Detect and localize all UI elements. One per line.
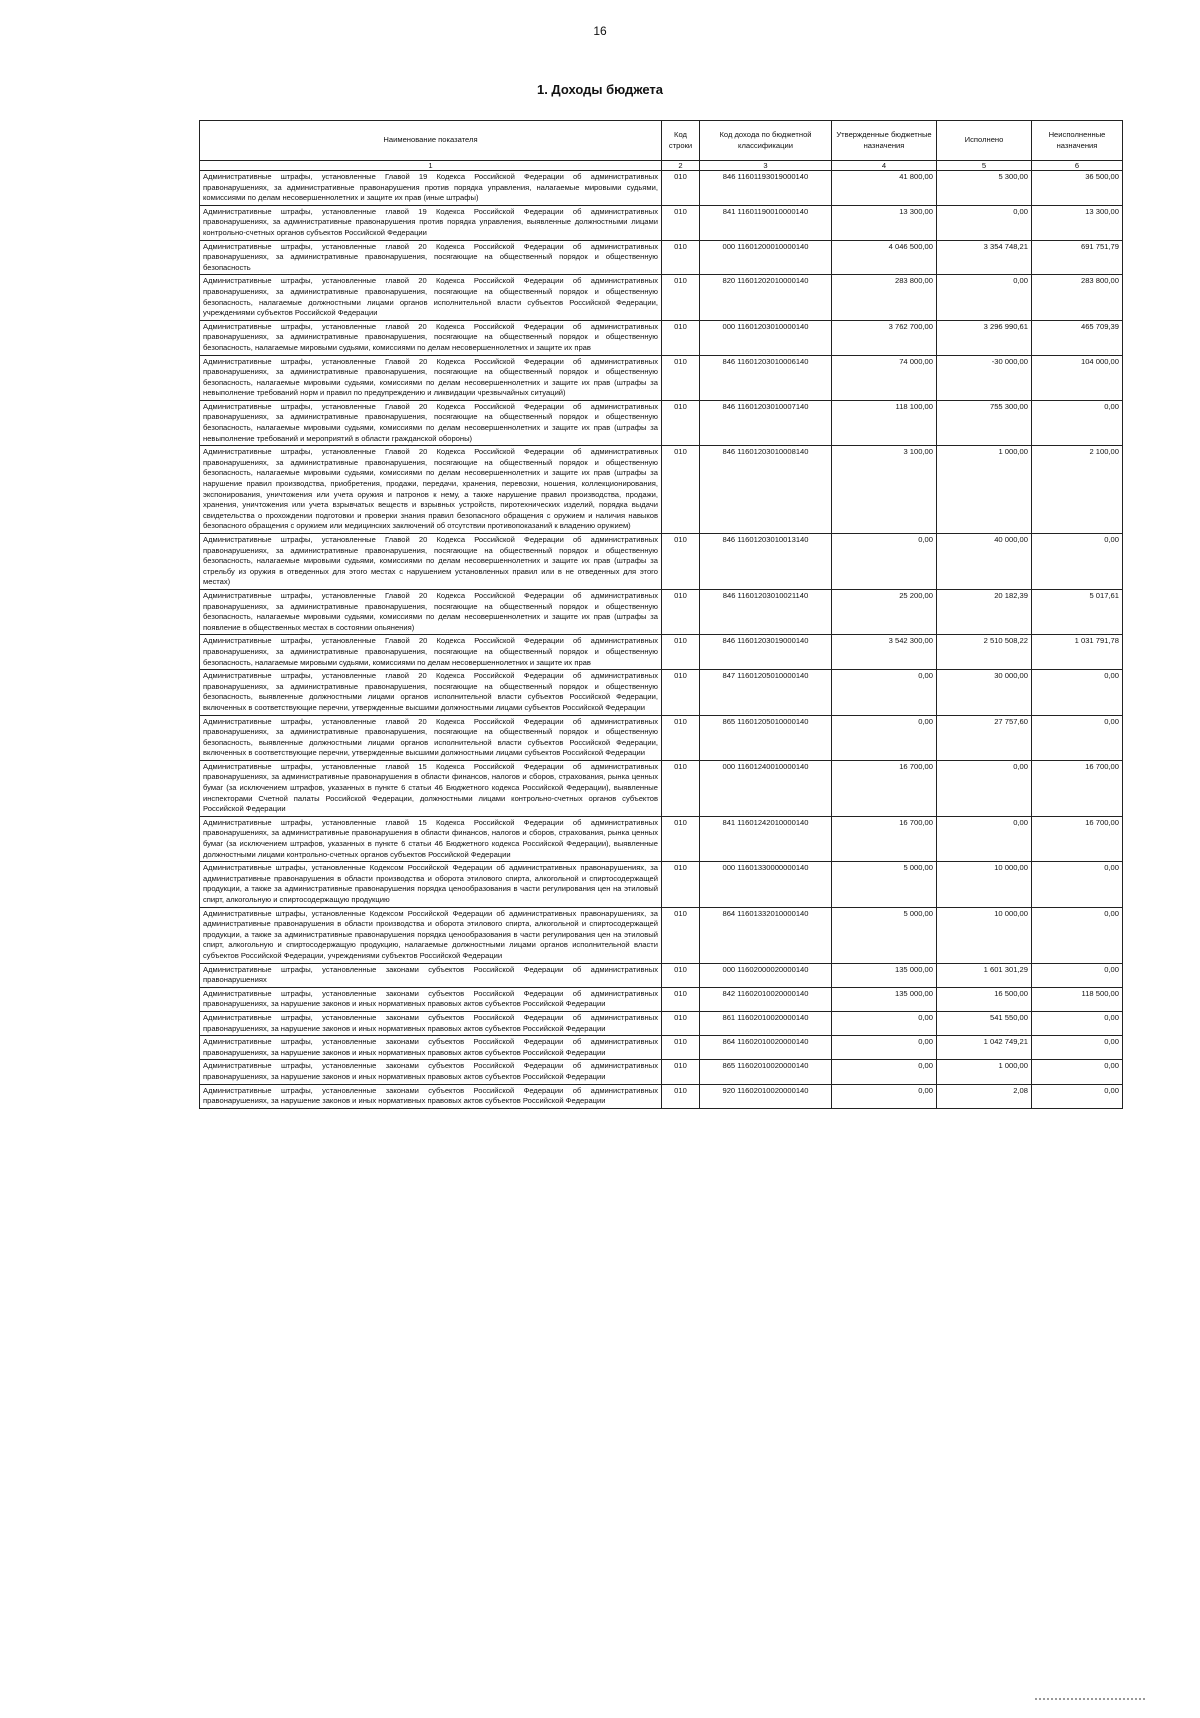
row-income-code: 846 11601193019000140 [700, 171, 832, 206]
row-unexecuted: 0,00 [1032, 715, 1123, 760]
row-unexecuted: 0,00 [1032, 862, 1123, 907]
column-number: 4 [832, 161, 937, 171]
row-executed: 1 601 301,29 [937, 963, 1032, 987]
row-name: Административные штрафы, установленные законами субъектов Российской Федерации об административных правонарушениях, за нарушение законов и иных нормативных правовых актов субъектов Российской Федерации [200, 1084, 662, 1108]
column-number: 1 [200, 161, 662, 171]
header-line-code: Код строки [662, 121, 700, 161]
row-income-code: 865 11601205010000140 [700, 715, 832, 760]
row-line-code: 010 [662, 1084, 700, 1108]
table-row [200, 275, 1123, 320]
row-name: Административные штрафы, установленные главой 20 Кодекса Российской Федерации об административных правонарушениях, за административные правонарушения, посягающие на общественный порядок и общественную безопасность, налагаемые мировыми судьями, комиссиями по делам несовершеннолетних и защите их прав [200, 320, 662, 355]
row-approved: 3 100,00 [832, 446, 937, 534]
column-number: 6 [1032, 161, 1123, 171]
row-income-code: 842 11602010020000140 [700, 987, 832, 1011]
row-income-code: 861 11602010020000140 [700, 1011, 832, 1035]
row-line-code: 010 [662, 987, 700, 1011]
table-row [200, 715, 1123, 760]
row-approved: 135 000,00 [832, 987, 937, 1011]
header-approved: Утвержденные бюджетные назначения [832, 121, 937, 161]
table-row [200, 355, 1123, 400]
row-approved: 3 762 700,00 [832, 320, 937, 355]
row-approved: 0,00 [832, 1036, 937, 1060]
row-approved: 118 100,00 [832, 400, 937, 445]
row-approved: 4 046 500,00 [832, 240, 937, 275]
row-approved: 13 300,00 [832, 205, 937, 240]
footer-mark [1035, 1698, 1145, 1703]
row-executed: 10 000,00 [937, 907, 1032, 963]
row-line-code: 010 [662, 715, 700, 760]
section-title: 1. Доходы бюджета [536, 82, 664, 97]
row-executed: 30 000,00 [937, 670, 1032, 715]
header-income-code: Код дохода по бюджетной классификации [700, 121, 832, 161]
row-name: Административные штрафы, установленные законами субъектов Российской Федерации об административных правонарушениях, за нарушение законов и иных нормативных правовых актов субъектов Российской Федерации [200, 987, 662, 1011]
table-row [200, 1060, 1123, 1084]
table-row [200, 400, 1123, 445]
row-unexecuted: 16 700,00 [1032, 816, 1123, 861]
row-income-code: 000 11601203010000140 [700, 320, 832, 355]
row-name: Административные штрафы, установленные Главой 19 Кодекса Российской Федерации об административных правонарушениях, за административные правонарушения против порядка управления, налагаемые мировыми судьями, комиссиями по делам несовершеннолетних и защите их прав (иные штрафы) [200, 171, 662, 206]
row-line-code: 010 [662, 275, 700, 320]
budget-income-table [199, 120, 1123, 1109]
row-executed: 0,00 [937, 205, 1032, 240]
row-executed: 755 300,00 [937, 400, 1032, 445]
row-executed: 0,00 [937, 816, 1032, 861]
row-approved: 283 800,00 [832, 275, 937, 320]
column-number: 2 [662, 161, 700, 171]
table-body [200, 171, 1123, 1109]
row-line-code: 010 [662, 205, 700, 240]
table-row [200, 862, 1123, 907]
row-executed: 0,00 [937, 760, 1032, 816]
row-executed: 1 000,00 [937, 446, 1032, 534]
header-unexecuted: Неисполненные назначения [1032, 121, 1123, 161]
header-name: Наименование показателя [200, 121, 662, 161]
row-income-code: 000 11601240010000140 [700, 760, 832, 816]
table-row [200, 1011, 1123, 1035]
row-income-code: 865 11602010020000140 [700, 1060, 832, 1084]
row-approved: 5 000,00 [832, 862, 937, 907]
row-unexecuted: 16 700,00 [1032, 760, 1123, 816]
row-unexecuted: 465 709,39 [1032, 320, 1123, 355]
row-approved: 0,00 [832, 1011, 937, 1035]
row-unexecuted: 283 800,00 [1032, 275, 1123, 320]
row-name: Административные штрафы, установленные Главой 20 Кодекса Российской Федерации об административных правонарушениях, за административные правонарушения, посягающие на общественный порядок и общественную безопасность, налагаемые мировыми судьями, комиссиями по делам несовершеннолетних и защите их прав (штрафы за невыполнение требований норм и правил по предупреждению и ликвидации чрезвычайных ситуаций) [200, 355, 662, 400]
row-executed: 541 550,00 [937, 1011, 1032, 1035]
row-unexecuted: 0,00 [1032, 400, 1123, 445]
row-name: Административные штрафы, установленные Главой 20 Кодекса Российской Федерации об административных правонарушениях, за административные правонарушения, посягающие на общественный порядок и общественную безопасность, налагаемые мировыми судьями, комиссиями по делам несовершеннолетних и защите их прав (штрафы за невыполнение требований и мероприятий в области гражданской обороны) [200, 400, 662, 445]
table-row [200, 446, 1123, 534]
row-income-code: 000 11601330000000140 [700, 862, 832, 907]
row-unexecuted: 691 751,79 [1032, 240, 1123, 275]
row-unexecuted: 118 500,00 [1032, 987, 1123, 1011]
table-row [200, 320, 1123, 355]
row-income-code: 846 11601203010013140 [700, 534, 832, 590]
table-row [200, 240, 1123, 275]
row-approved: 0,00 [832, 534, 937, 590]
row-name: Административные штрафы, установленные Кодексом Российской Федерации об административных правонарушениях, за административные правонарушения в области производства и оборота этилового спирта, алкогольной и спиртосодержащей продукции, а также за административные правонарушения порядка ценообразования в части регулирования цен на этиловый спирт, алкогольную и спиртосодержащую продукцию [200, 862, 662, 907]
row-line-code: 010 [662, 446, 700, 534]
row-unexecuted: 0,00 [1032, 1084, 1123, 1108]
row-approved: 16 700,00 [832, 760, 937, 816]
table-row [200, 171, 1123, 206]
row-income-code: 847 11601205010000140 [700, 670, 832, 715]
row-name: Административные штрафы, установленные Главой 20 Кодекса Российской Федерации об административных правонарушениях, за административные правонарушения, посягающие на общественный порядок и общественную безопасность, налагаемые мировыми судьями, комиссиями по делам несовершеннолетних и защите их прав (штрафы за нарушение правил производства, приобретения, продажи, передачи, хранения, перевозки, ношения, коллекционирования, экспонирования, уничтожения или учета оружия и патронов к нему, а также нарушение правил производства, продажи, хранения, уничтожения или учета взрывчатых веществ и взрывных устройств, пиротехнических изделий, порядка выдачи свидетельства о прохождении подготовки и проверки знания правил безопасного обращения с оружием и наличия навыков безопасного обращения с оружием или медицинских заключений об отсутствии противопоказаний к владению оружием) [200, 446, 662, 534]
row-income-code: 846 11601203010008140 [700, 446, 832, 534]
row-line-code: 010 [662, 760, 700, 816]
table-row [200, 589, 1123, 634]
row-name: Административные штрафы, установленные главой 19 Кодекса Российской Федерации об административных правонарушениях, за административные правонарушения против порядка управления, выявленные должностными лицами контрольно-счетных органов субъектов Российской Федерации [200, 205, 662, 240]
row-line-code: 010 [662, 1036, 700, 1060]
table-row [200, 1036, 1123, 1060]
row-line-code: 010 [662, 171, 700, 206]
row-executed: 2,08 [937, 1084, 1032, 1108]
row-executed: 3 296 990,61 [937, 320, 1032, 355]
row-executed: 0,00 [937, 275, 1032, 320]
row-executed: 10 000,00 [937, 862, 1032, 907]
row-income-code: 846 11601203010007140 [700, 400, 832, 445]
row-unexecuted: 13 300,00 [1032, 205, 1123, 240]
table-row [200, 534, 1123, 590]
row-executed: 1 000,00 [937, 1060, 1032, 1084]
row-executed: 2 510 508,22 [937, 635, 1032, 670]
row-name: Административные штрафы, установленные главой 20 Кодекса Российской Федерации об административных правонарушениях, за административные правонарушения, посягающие на общественный порядок и общественную безопасность, выявленные должностными лицами органов исполнительной власти субъектов Российской Федерации, включенных в соответствующие перечни, утвержденные высшими должностными лицами субъектов Российской Федерации [200, 670, 662, 715]
row-executed: 20 182,39 [937, 589, 1032, 634]
row-approved: 5 000,00 [832, 907, 937, 963]
table-row [200, 816, 1123, 861]
row-unexecuted: 0,00 [1032, 907, 1123, 963]
row-unexecuted: 0,00 [1032, 1060, 1123, 1084]
row-unexecuted: 36 500,00 [1032, 171, 1123, 206]
row-name: Административные штрафы, установленные главой 20 Кодекса Российской Федерации об административных правонарушениях, за административные правонарушения, посягающие на общественный порядок и общественную безопасность, налагаемые должностными лицами органов исполнительной власти субъектов Российской Федерации, учреждениями субъектов Российской Федерации [200, 275, 662, 320]
row-name: Административные штрафы, установленные главой 15 Кодекса Российской Федерации об административных правонарушениях, за административные правонарушения в области финансов, налогов и сборов, страхования, рынка ценных бумаг (за исключением штрафов, указанных в пункте 6 статьи 46 Бюджетного кодекса Российской Федерации), выявленные должностными лицами контрольно-счетных органов субъектов Российской Федерации [200, 816, 662, 861]
row-unexecuted: 0,00 [1032, 963, 1123, 987]
row-approved: 0,00 [832, 715, 937, 760]
table-row [200, 205, 1123, 240]
row-income-code: 000 11601200010000140 [700, 240, 832, 275]
row-unexecuted: 1 031 791,78 [1032, 635, 1123, 670]
row-line-code: 010 [662, 589, 700, 634]
row-executed: 3 354 748,21 [937, 240, 1032, 275]
header-executed: Исполнено [937, 121, 1032, 161]
row-name: Административные штрафы, установленные Главой 20 Кодекса Российской Федерации об административных правонарушениях, за административные правонарушения, посягающие на общественный порядок и общественную безопасность, налагаемые мировыми судьями, комиссиями по делам несовершеннолетних и защите их прав (штрафы за стрельбу из оружия в отведенных для этого местах с нарушением установленных правил или в не отведенных для этого местах) [200, 534, 662, 590]
row-line-code: 010 [662, 355, 700, 400]
row-unexecuted: 0,00 [1032, 1011, 1123, 1035]
row-name: Административные штрафы, установленные законами субъектов Российской Федерации об административных правонарушениях, за нарушение законов и иных нормативных правовых актов субъектов Российской Федерации [200, 1060, 662, 1084]
row-approved: 0,00 [832, 670, 937, 715]
row-line-code: 010 [662, 862, 700, 907]
row-unexecuted: 0,00 [1032, 670, 1123, 715]
column-number: 5 [937, 161, 1032, 171]
row-executed: 27 757,60 [937, 715, 1032, 760]
row-line-code: 010 [662, 907, 700, 963]
row-approved: 3 542 300,00 [832, 635, 937, 670]
row-income-code: 841 11601242010000140 [700, 816, 832, 861]
row-approved: 135 000,00 [832, 963, 937, 987]
row-name: Административные штрафы, установленные главой 20 Кодекса Российской Федерации об административных правонарушениях, за административные правонарушения, посягающие на общественный порядок и общественную безопасность, выявленные должностными лицами органов исполнительной власти субъектов Российской Федерации, включенных в соответствующие перечни, утвержденные высшими должностными лицами субъектов Российской Федерации [200, 715, 662, 760]
row-line-code: 010 [662, 534, 700, 590]
row-unexecuted: 0,00 [1032, 1036, 1123, 1060]
header-row [200, 121, 1123, 161]
column-number: 3 [700, 161, 832, 171]
row-income-code: 864 11602010020000140 [700, 1036, 832, 1060]
row-unexecuted: 5 017,61 [1032, 589, 1123, 634]
table-row [200, 635, 1123, 670]
row-line-code: 010 [662, 635, 700, 670]
row-income-code: 920 11602010020000140 [700, 1084, 832, 1108]
row-executed: 40 000,00 [937, 534, 1032, 590]
row-income-code: 820 11601202010000140 [700, 275, 832, 320]
row-executed: -30 000,00 [937, 355, 1032, 400]
row-executed: 1 042 749,21 [937, 1036, 1032, 1060]
row-approved: 25 200,00 [832, 589, 937, 634]
row-income-code: 841 11601190010000140 [700, 205, 832, 240]
row-approved: 16 700,00 [832, 816, 937, 861]
row-income-code: 846 11601203010006140 [700, 355, 832, 400]
table-row [200, 987, 1123, 1011]
row-income-code: 000 11602000020000140 [700, 963, 832, 987]
row-line-code: 010 [662, 320, 700, 355]
row-approved: 41 800,00 [832, 171, 937, 206]
column-number-row [200, 161, 1123, 171]
row-name: Административные штрафы, установленные Главой 20 Кодекса Российской Федерации об административных правонарушениях, за административные правонарушения, посягающие на общественный порядок и общественную безопасность, налагаемые мировыми судьями, комиссиями по делам несовершеннолетних и защите их прав [200, 635, 662, 670]
table-row [200, 670, 1123, 715]
row-name: Административные штрафы, установленные законами субъектов Российской Федерации об административных правонарушениях [200, 963, 662, 987]
row-line-code: 010 [662, 670, 700, 715]
row-income-code: 846 11601203019000140 [700, 635, 832, 670]
table-row [200, 1084, 1123, 1108]
table-row [200, 963, 1123, 987]
row-executed: 5 300,00 [937, 171, 1032, 206]
table-row [200, 907, 1123, 963]
row-line-code: 010 [662, 816, 700, 861]
row-approved: 0,00 [832, 1084, 937, 1108]
row-name: Административные штрафы, установленные главой 20 Кодекса Российской Федерации об административных правонарушениях, за административные правонарушения, посягающие на общественный порядок и общественную безопасность [200, 240, 662, 275]
row-income-code: 864 11601332010000140 [700, 907, 832, 963]
row-executed: 16 500,00 [937, 987, 1032, 1011]
row-unexecuted: 2 100,00 [1032, 446, 1123, 534]
row-name: Административные штрафы, установленные главой 15 Кодекса Российской Федерации об административных правонарушениях, за административные правонарушения в области финансов, налогов и сборов, страхования, рынка ценных бумаг (за исключением штрафов, указанных в пункте 6 статьи 46 Бюджетного кодекса Российской Федерации), выявленные инспекторами Счетной палаты Российской Федерации, должностными лицами контрольно-счетных органов субъектов Российской Федерации [200, 760, 662, 816]
row-income-code: 846 11601203010021140 [700, 589, 832, 634]
row-approved: 74 000,00 [832, 355, 937, 400]
table-row [200, 760, 1123, 816]
row-name: Административные штрафы, установленные законами субъектов Российской Федерации об административных правонарушениях, за нарушение законов и иных нормативных правовых актов субъектов Российской Федерации [200, 1011, 662, 1035]
row-name: Административные штрафы, установленные законами субъектов Российской Федерации об административных правонарушениях, за нарушение законов и иных нормативных правовых актов субъектов Российской Федерации [200, 1036, 662, 1060]
row-line-code: 010 [662, 240, 700, 275]
page-number: 16 [593, 24, 607, 38]
row-line-code: 010 [662, 963, 700, 987]
row-line-code: 010 [662, 1011, 700, 1035]
row-name: Административные штрафы, установленные Главой 20 Кодекса Российской Федерации об административных правонарушениях, за административные правонарушения, посягающие на общественный порядок и общественную безопасность, налагаемые мировыми судьями, комиссиями по делам несовершеннолетних и защите их прав (штрафы за появление в общественных местах в состоянии опьянения) [200, 589, 662, 634]
row-unexecuted: 104 000,00 [1032, 355, 1123, 400]
row-unexecuted: 0,00 [1032, 534, 1123, 590]
row-line-code: 010 [662, 1060, 700, 1084]
row-line-code: 010 [662, 400, 700, 445]
row-name: Административные штрафы, установленные Кодексом Российской Федерации об административных правонарушениях, за административные правонарушения в области производства и оборота этилового спирта, алкогольной и спиртосодержащей продукции, а также за административные правонарушения порядка ценообразования в части регулирования цен на этиловый спирт, алкогольную и спиртосодержащую продукцию, налагаемые должностными лицами органов исполнительной власти субъектов Российской Федерации, учреждениями субъектов Российской Федерации [200, 907, 662, 963]
row-approved: 0,00 [832, 1060, 937, 1084]
